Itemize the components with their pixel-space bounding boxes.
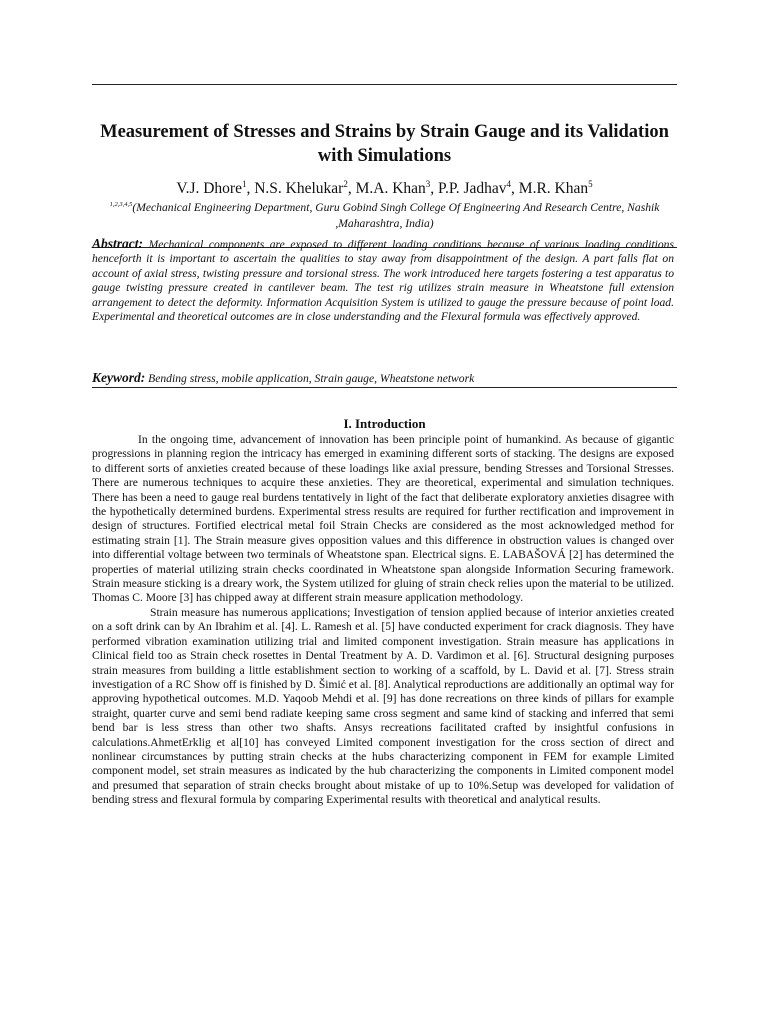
author-name: N.S. Khelukar	[254, 180, 344, 197]
header-rule	[92, 84, 677, 85]
keyword-text: Bending stress, mobile application, Strain gauge, Wheatstone network	[148, 372, 475, 385]
author-affil-mark: 1	[241, 178, 247, 189]
author-list: V.J. Dhore$^1$, N.S. Khelukar$^2$, M.A. Khan$^3$, P.P. Jadhav$^4$, M.R. Khan$^5$	[176, 178, 593, 197]
affiliation-text: (Mechanical Engineering Department, Guru Gobind Singh College Of Engineering And Research Centre, Nashik ,Maharashtra, India)	[132, 201, 660, 230]
author-name: M.R. Khan	[518, 180, 589, 197]
affiliation	[92, 200, 677, 232]
author-affil-mark: 2	[343, 178, 348, 189]
body-paragraph: Strain measure has numerous applications; Investigation of tension applied because of interior anxieties created on a soft drink can by An Ibrahim et al. [4]. L. Ramesh et al. [5] have conducted experiment for crack diagnosis. They have performed vibration examination utilizing trial and limited component investigation. Strain measure has applications in Clinical field too as Strain check rosettes in Dental Treatment by A. D. Vardimon et al. [6]. Structural designing purposes strain measures from building a little establishment section to working of a scaffold, by L. David et al. [7]. Stress strain investigation of a RC Show off is finished by D. Šimić et al. [8]. Analytical reproductions are additionally an optimal way for approving hypothetical outcomes. M.D. Yaqoob Mehdi et al. [9] has done recreations on three kinds of pillars for example straight, quarter curve and semi bend radiate keeping same cross segment and same kind of stacking and inferred that semi bend bar is less stress than other two shafts. Ansys recreations facilitated crafted by insightful confusions in calculations.AhmetErklig et al[10] has conveyed Limited component investigation for the cross section of direct and nonlinear circumstances by putting strain checks at the hubs characterizing component in FEM for example Limited component model, set strain measures as indicated by the hub characterizing the components in Limited component model and presumed that separation of strain checks brought about mistake of up to 10%.Setup was developed for validation of bending stress and flexural formula by comparing Experimental results with theoretical and analytical results.	[92, 605, 674, 807]
author-affil-mark: 3	[425, 178, 431, 189]
keyword-label: Keyword:	[92, 370, 146, 385]
author-affil-mark: 4	[506, 178, 512, 189]
author-name: P.P. Jadhav	[438, 180, 507, 197]
affiliation-marks: 1,2,3,4,5	[109, 201, 133, 209]
paper-title: Measurement of Stresses and Strains by Strain Gauge and its Validation with Simulations	[100, 122, 669, 166]
introduction-body	[92, 433, 674, 808]
author-name: V.J. Dhore	[176, 180, 242, 197]
abstract	[92, 237, 674, 324]
abstract-bottom-rule	[92, 387, 677, 388]
keywords	[92, 370, 677, 387]
author-name: M.A. Khan	[355, 180, 426, 197]
author-affil-mark: 5	[588, 178, 593, 189]
abstract-label: Abstract:	[92, 236, 144, 251]
abstract-text: Mechanical components are exposed to different loading conditions because of various loading conditions henceforth it is important to ascertain the qualities to stay away from disappointment of the design. A part falls flat on account of axial stress, twisting pressure and torsional stress. The work introduced here targets fostering a test apparatus to gauge twisting pressure created in cantilever beam. The test rig utilizes strain measure in Wheatstone full extension arrangement to detect the deformity. Information Acquisition System is utilized to gauge the pressure because of point load. Experimental and theoretical outcomes are in close understanding and the Flexural formula was effectively approved.	[92, 238, 674, 324]
section-heading: I. Introduction	[343, 416, 426, 431]
body-paragraph: In the ongoing time, advancement of innovation has been principle point of humankind. As because of gigantic progressions in planning region the intricacy has emerged in examining different sorts of stacking. The designs are exposed to different sorts of anxieties created because of these loadings like axial pressure, bending Stresses and Torsional Stresses. There are numerous techniques to acquire these anxieties. They are theoretical, experimental and simulation techniques. There has been a need to gauge real burdens tentatively in light of the fact that deliberate exploratory anxieties disagree with the hypothetically determined burdens. Experimental stress results are required for further rectification and improvement in design of structures. Fortified electrical metal foil Strain Checks are considered as the most acknowledged method for estimating strain [1]. The Strain measure gives opposition values and this difference in obstruction values is changed over into differential voltage between two terminals of Wheatstone span. Electrical signs. E. LABAŠOVÁ [2] has determined the properties of material utilizing strain checks coordinated in Wheatstone span alongside Information Securing framework. Strain measure sticking is a dreary work, the System utilized for gluing of strain check relies upon the material to be utilized. Thomas C. Moore [3] has chipped away at different strain measure application methodology.	[92, 433, 674, 605]
